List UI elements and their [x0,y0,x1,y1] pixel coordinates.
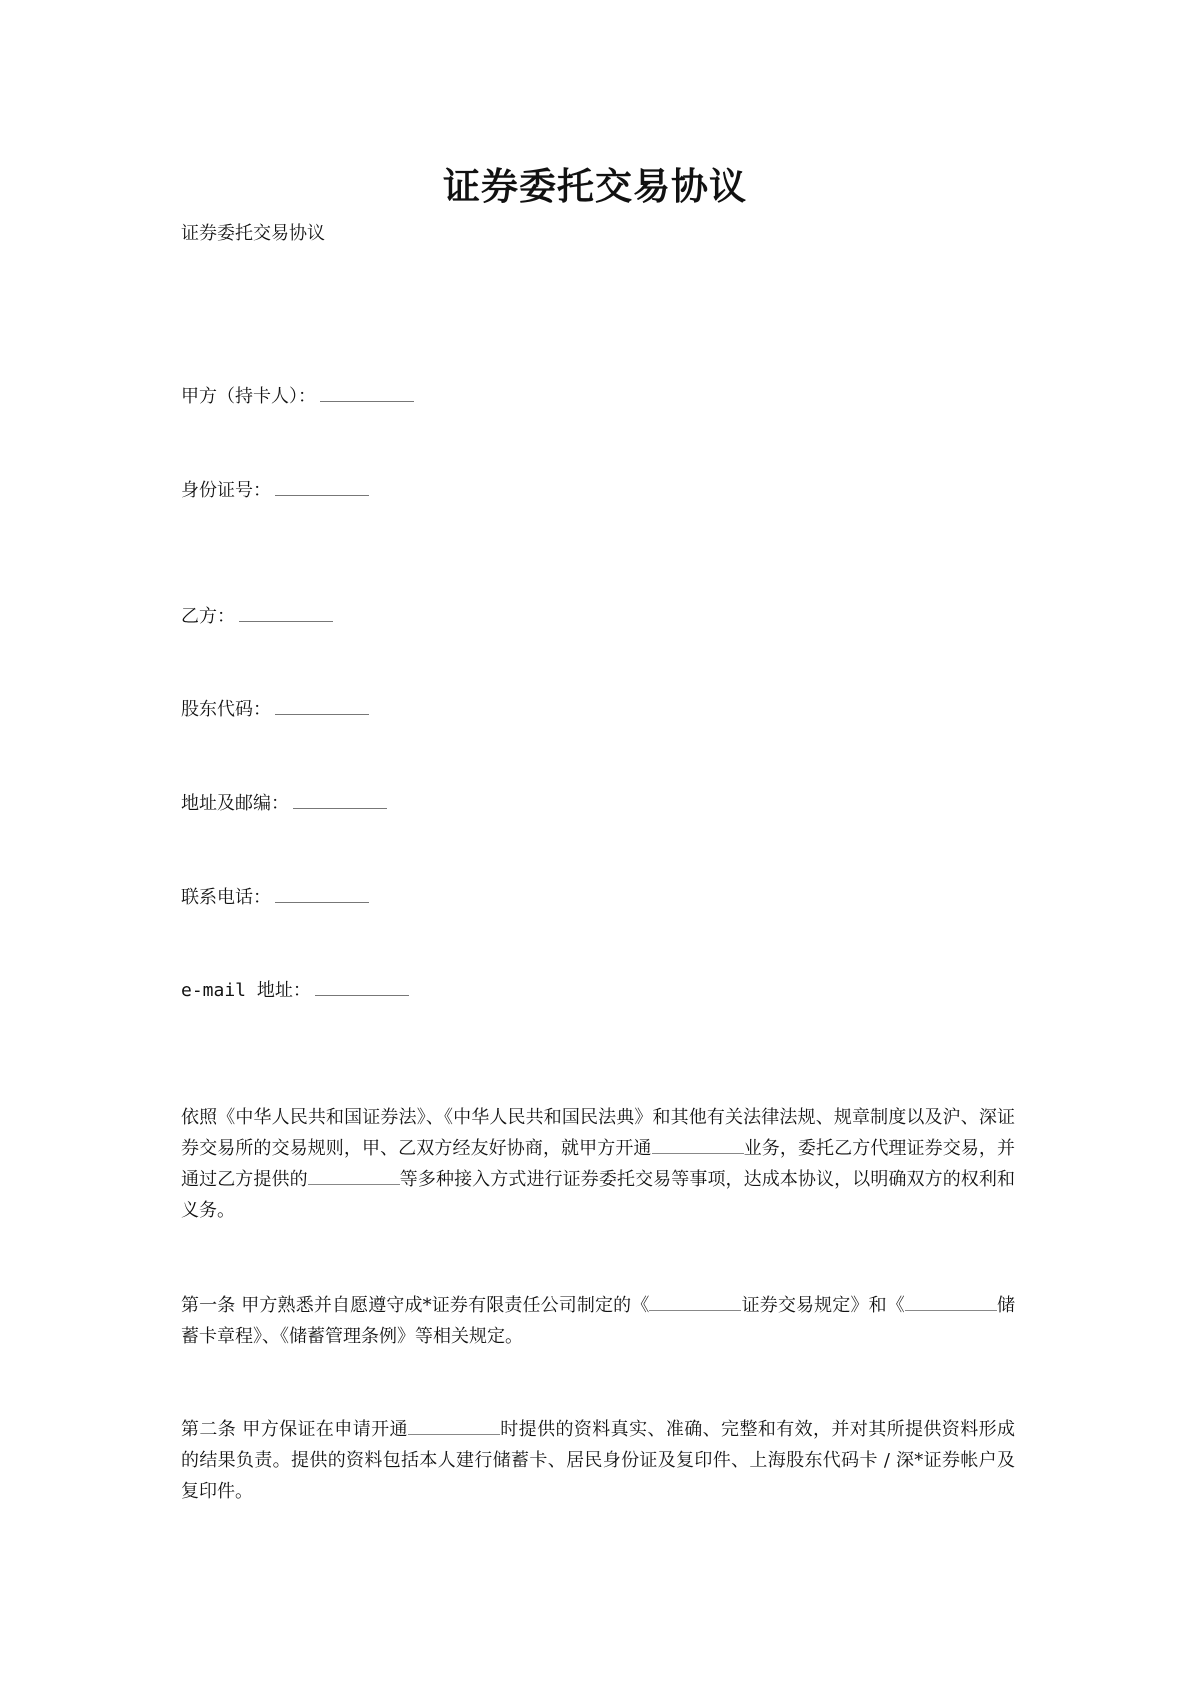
field-shareholder-code [181,696,369,722]
article-1-text-3: 储蓄卡章程》、《储蓄管理条例》等相关规定。 [181,1295,1015,1347]
fill-blank [315,977,409,996]
field-label: 联系电话： [181,887,271,908]
field-label: 乙方： [181,606,235,627]
fill-blank [652,1137,744,1154]
article-1-text-1: 第一条 甲方熟悉并自愿遵守成*证券有限责任公司制定的《 [181,1295,650,1316]
document-title: 证券委托交易协议 [443,164,747,208]
preamble-text-2: 业务，委托乙方代理证券交易，并通过乙方提供的 [181,1138,1016,1190]
article-2-text-1: 第二条 甲方保证在申请开通 [181,1419,408,1440]
field-id-number [181,477,369,503]
field-phone [181,884,369,910]
article-2-text-2: 时提供的资料真实、准确、完整和有效，并对其所提供资料形成的结果负责。提供的资料包括本人建行储蓄卡、居民身份证及复印件、上海股东代码卡 / 深*证券帐户及复印件。 [181,1419,1015,1502]
field-address-zip [181,790,387,816]
fill-blank [320,383,414,402]
document-subtitle: 证券委托交易协议 [181,223,325,244]
preamble-text-1: 依照《中华人民共和国证券法》、《中华人民共和国民法典》和其他有关法律法规、规章制度以及沪、深证券交易所的交易规则，甲、乙双方经友好协商，就甲方开通 [181,1107,1015,1159]
field-label: e-mail 地址： [181,980,311,1001]
article-1-text-2: 证券交易规定》和《 [741,1295,905,1316]
fill-blank [275,477,369,496]
fill-blank [275,884,369,903]
fill-blank [308,1168,400,1185]
field-label: 甲方（持卡人）： [181,386,316,407]
preamble-text-3: 等多种接入方式进行证券委托交易等事项，达成本协议，以明确双方的权利和义务。 [181,1169,1016,1221]
fill-blank [905,1294,997,1311]
article-1-paragraph [181,1290,1015,1352]
field-party-a [181,383,414,409]
field-party-b [181,603,333,629]
article-2-paragraph [181,1414,1015,1507]
fill-blank [275,696,369,715]
field-label: 地址及邮编： [181,793,289,814]
fill-blank [239,603,333,622]
preamble-paragraph [181,1102,1015,1226]
field-label: 身份证号： [181,480,271,501]
fill-blank [408,1418,500,1435]
fill-blank [649,1294,741,1311]
field-label: 股东代码： [181,699,271,720]
field-email [181,977,409,1003]
fill-blank [293,790,387,809]
